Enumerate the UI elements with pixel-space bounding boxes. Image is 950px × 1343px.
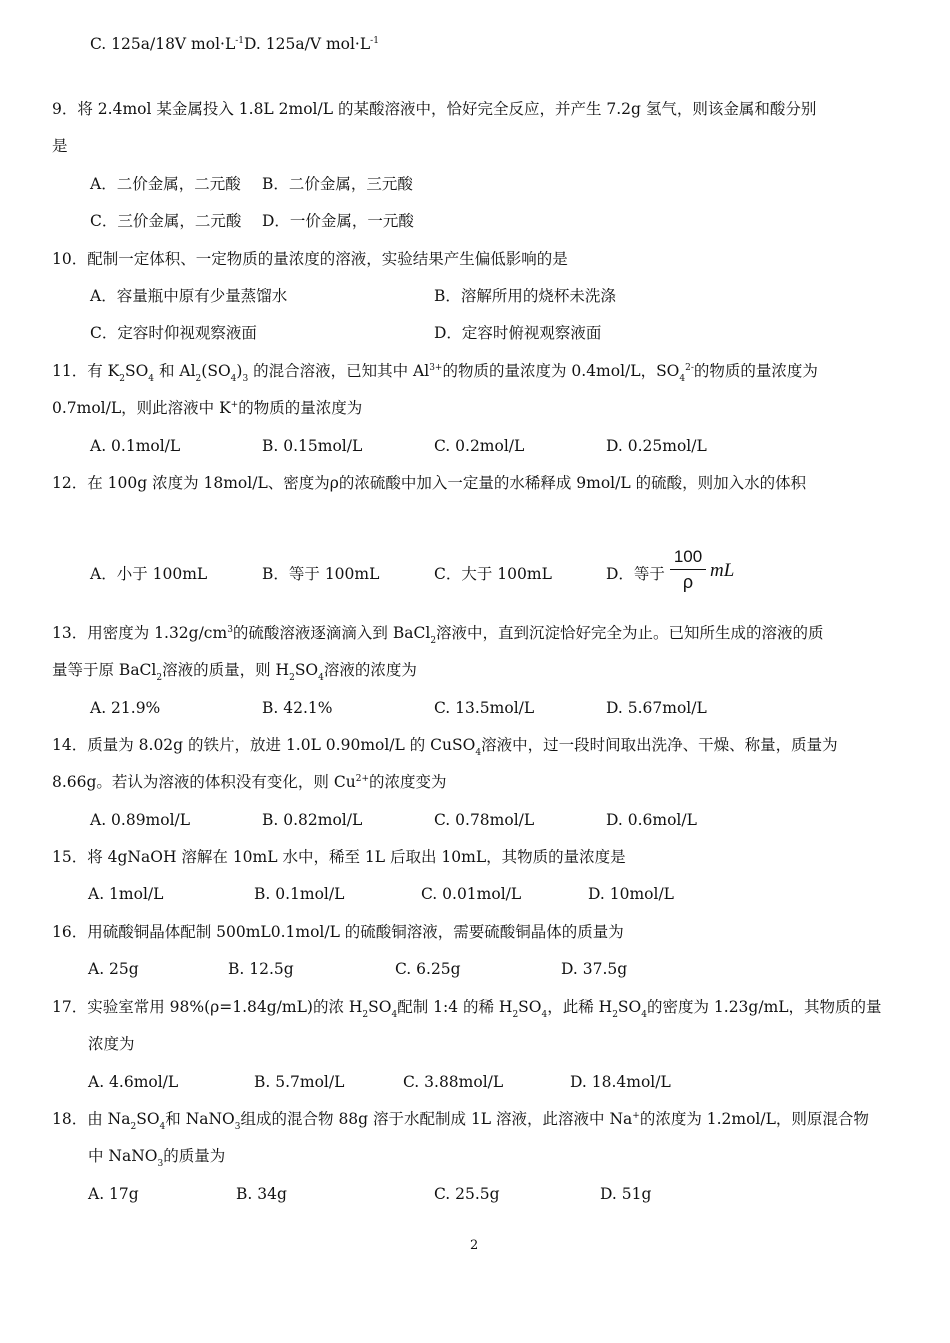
q11-option-d: D. 0.25mol/L (606, 437, 707, 455)
q15-option-a: A. 1mol/L (88, 885, 164, 903)
q15-option-b: B. 0.1mol/L (254, 885, 345, 903)
q16-option-d: D. 37.5g (561, 960, 628, 978)
q18-option-d: D. 51g (600, 1185, 652, 1203)
q12-fraction (668, 546, 708, 593)
q15-option-d: D. 10mol/L (588, 885, 674, 903)
q10-option-a: A．容量瓶中原有少量蒸馏水 (90, 287, 288, 305)
q17-option-c: C. 3.88mol/L (403, 1073, 504, 1091)
q13-stem-line2: 量等于原 BaCl$_2$溶液的质量，则 $H_2SO_4$溶液的浓度为 (52, 661, 417, 683)
q13-option-c: C. 13.5mol/L (434, 699, 535, 717)
q12-stem: 12．在 100g 浓度为 18mol/L、密度为ρ的浓硫酸中加入一定量的水稀释成 9mol/L 的硫酸，则加入水的体积 (52, 474, 807, 492)
q9-option-a: A．二价金属，二元酸 (90, 175, 241, 193)
q16-option-b: B. 12.5g (228, 960, 294, 978)
q9-option-c: C．三价金属，二元酸 (90, 212, 242, 230)
page-number: 2 (470, 1238, 479, 1253)
fraction-denominator: ρ (682, 572, 694, 592)
q14-option-b: B. 0.82mol/L (262, 811, 363, 829)
q10-option-d: D．定容时俯视观察液面 (434, 324, 602, 342)
q18-stem-line1: 18．由 $Na_2SO_4$和 NaNO$_3$组成的混合物 88g 溶于水配制成 1L 溶液，此溶液中 Na+的浓度为 1.2mol/L，则原混合物 (52, 1110, 869, 1132)
q13-stem-line1: 13．用密度为 $1.32g/cm^3$的硫酸溶液逐滴滴入到 BaCl$_2$溶液中，直到沉淀恰好完全为止。已知所生成的溶液的质 (52, 624, 824, 646)
q11-option-a: A. 0.1mol/L (90, 437, 181, 455)
q16-stem: 16．用硫酸铜晶体配制 500mL0.1mol/L 的硫酸铜溶液，需要硫酸铜晶体的质量为 (52, 923, 624, 941)
fraction-bar (670, 569, 706, 570)
q18-option-c: C. 25.5g (434, 1185, 500, 1203)
q14-option-c: C. 0.78mol/L (434, 811, 535, 829)
q16-option-a: A. 25g (88, 960, 139, 978)
q10-option-b: B．溶解所用的烧杯未洗涤 (434, 287, 616, 305)
q12-option-d: D．等于 (606, 565, 665, 583)
q9-stem-line2: 是 (52, 137, 68, 155)
q18-option-b: B. 34g (236, 1185, 287, 1203)
q17-stem-line2: 浓度为 (88, 1035, 135, 1053)
q11-stem-line2: 0.7mol/L，则此溶液中 K+的物质的量浓度为 (52, 399, 363, 417)
q16-option-c: C. 6.25g (395, 960, 461, 978)
q14-option-a: A. 0.89mol/L (90, 811, 191, 829)
q12-option-c: C．大于 100mL (434, 565, 552, 583)
q10-stem: 10．配制一定体积、一定物质的量浓度的溶液，实验结果产生偏低影响的是 (52, 250, 568, 268)
q14-stem-line1: 14．质量为 8.02g 的铁片，放进 1.0L 0.90mol/L 的 CuSO$_4$溶液中，过一段时间取出洗净、干燥、称量，质量为 (52, 736, 838, 758)
q12-option-a: A．小于 100mL (90, 565, 208, 583)
q12-unit: mL (710, 560, 735, 581)
q10-option-c: C．定容时仰视观察液面 (90, 324, 257, 342)
q18-option-a: A. 17g (88, 1185, 139, 1203)
q8-options-line: C. 125a/18V $mol\cdot L^{-1}D$. 125a/V $mol\cdot L^{-1}$ (90, 35, 379, 53)
q15-option-c: C. 0.01mol/L (421, 885, 522, 903)
q14-stem-line2: 8.66g。若认为溶液的体积没有变化，则 $Cu^{2+}$的浓度变为 (52, 773, 447, 791)
q14-option-d: D. 0.6mol/L (606, 811, 697, 829)
q15-stem: 15．将 4gNaOH 溶解在 10mL 水中，稀至 1L 后取出 10mL，其物质的量浓度是 (52, 848, 626, 866)
q17-stem-line1: 17．实验室常用 98%(ρ=1.84g/mL)的浓 $H_2SO_4$配制 1:4 的稀 $H_2SO_4$，此稀 $H_2SO_4$的密度为 1.23g/mL，其物质的量 (52, 998, 882, 1020)
q13-option-d: D. 5.67mol/L (606, 699, 707, 717)
q9-stem-line1: 9．将 2.4mol 某金属投入 1.8L 2mol/L 的某酸溶液中，恰好完全反应，并产生 7.2g 氢气，则该金属和酸分别 (52, 100, 817, 118)
fraction-numerator: 100 (673, 547, 703, 566)
q11-option-b: B. 0.15mol/L (262, 437, 363, 455)
q17-option-b: B. 5.7mol/L (254, 1073, 345, 1091)
q17-option-a: A. 4.6mol/L (88, 1073, 179, 1091)
q11-option-c: C. 0.2mol/L (434, 437, 525, 455)
q17-option-d: D. 18.4mol/L (570, 1073, 671, 1091)
q12-option-b: B．等于 100mL (262, 565, 380, 583)
q9-option-d: D．一价金属，一元酸 (262, 212, 414, 230)
q9-option-b: B．二价金属，三元酸 (262, 175, 413, 193)
q11-stem-line1: 11．有 $K_2SO_4$ 和 $Al_2(SO_4)_3$ 的混合溶液，已知其中 $Al^{3+}$的物质的量浓度为 0.4mol/L，$SO_4^{2-}$的物质的量浓度为 (52, 362, 818, 384)
q13-option-a: A. 21.9% (90, 699, 161, 717)
q13-option-b: B. 42.1% (262, 699, 333, 717)
q18-stem-line2: 中 NaNO$_3$的质量为 (88, 1147, 226, 1169)
